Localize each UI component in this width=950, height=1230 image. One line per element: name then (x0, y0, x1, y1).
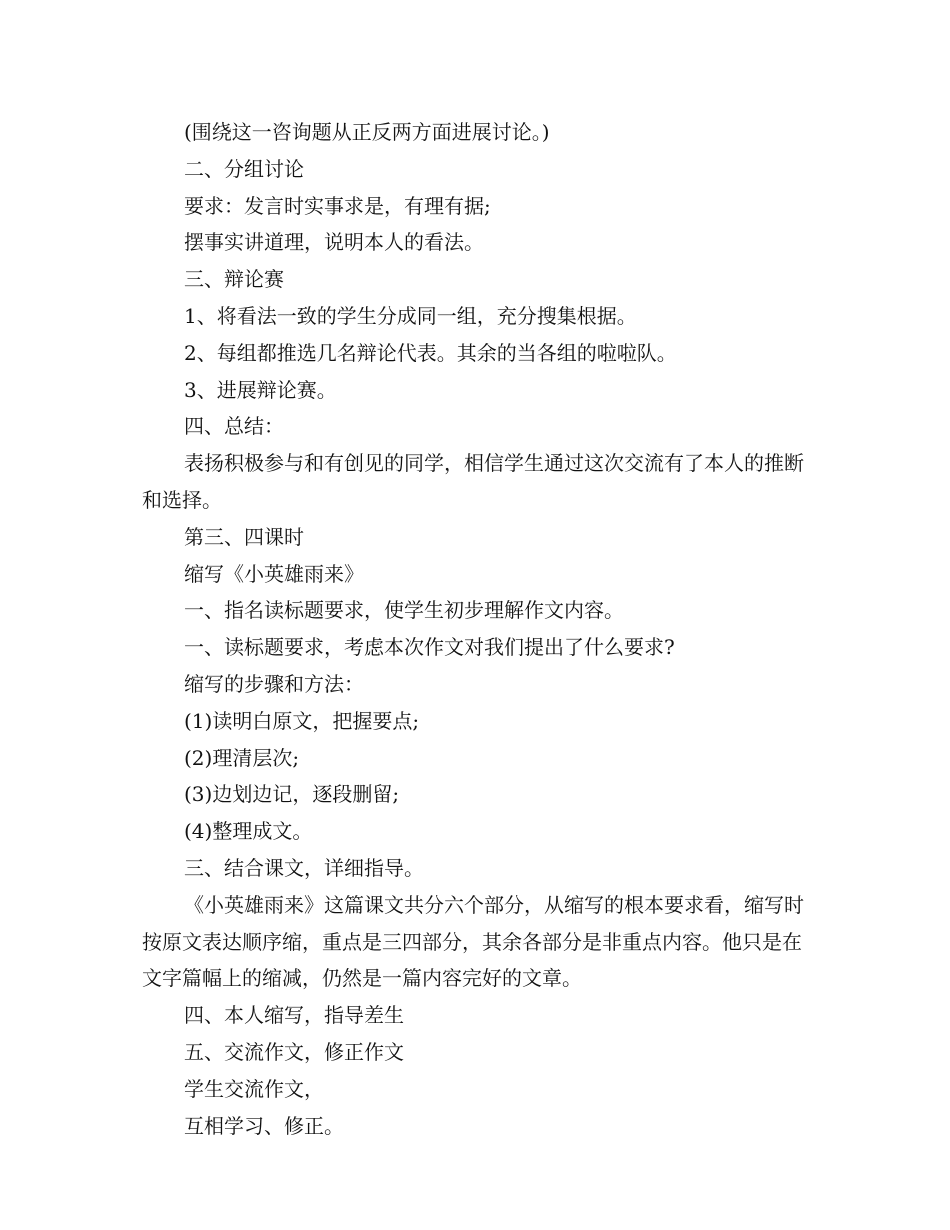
paragraph: 学生交流作文， (184, 1076, 324, 1101)
list-item: 1、将看法一致的学生分成同一组，充分搜集根据。 (184, 303, 637, 328)
lesson-heading: 第三、四课时 (184, 524, 304, 549)
list-item: (3)边划边记，逐段删留; (184, 782, 400, 807)
list-item: (2)理清层次; (184, 745, 300, 770)
section-heading: 五、交流作文，修正作文 (184, 1039, 404, 1064)
list-item: (4)整理成文。 (184, 819, 313, 844)
paragraph: 表扬积极参与和有创见的同学，相信学生通过这次交流有了本人的推断和选择。 (142, 451, 804, 512)
lesson-title: 缩写《小英雄雨来》 (184, 561, 364, 586)
paragraph: 要求：发言时实事求是，有理有据; (184, 193, 491, 218)
paragraph: (围绕这一咨询题从正反两方面进展讨论。) (184, 120, 550, 144)
document-body (142, 114, 812, 1144)
section-heading: 四、总结： (184, 414, 284, 439)
paragraph: 摆事实讲道理，说明本人的看法。 (184, 230, 484, 255)
paragraph: 缩写的步骤和方法： (184, 671, 364, 696)
list-item: 2、每组都推选几名辩论代表。其余的当各组的啦啦队。 (184, 340, 677, 365)
section-heading: 一、指名读标题要求，使学生初步理解作文内容。 (184, 598, 624, 623)
section-heading: 二、分组讨论 (184, 156, 304, 181)
paragraph: 《小英雄雨来》这篇课文共分六个部分，从缩写的根本要求看，缩写时按原文表达顺序缩，重点是三四部分，其余各部分是非重点内容。他只是在文字篇幅上的缩减，仍然是一篇内容完好的文章。 (142, 892, 804, 991)
paragraph: 互相学习、修正。 (184, 1113, 344, 1138)
list-item: 3、进展辩论赛。 (184, 377, 337, 402)
list-item: (1)读明白原文，把握要点; (184, 708, 420, 733)
section-heading: 三、结合课文，详细指导。 (184, 855, 424, 880)
section-heading: 三、辩论赛 (184, 267, 284, 292)
section-heading: 一、读标题要求，考虑本次作文对我们提出了什么要求? (184, 635, 675, 660)
section-heading: 四、本人缩写，指导差生 (184, 1003, 404, 1028)
